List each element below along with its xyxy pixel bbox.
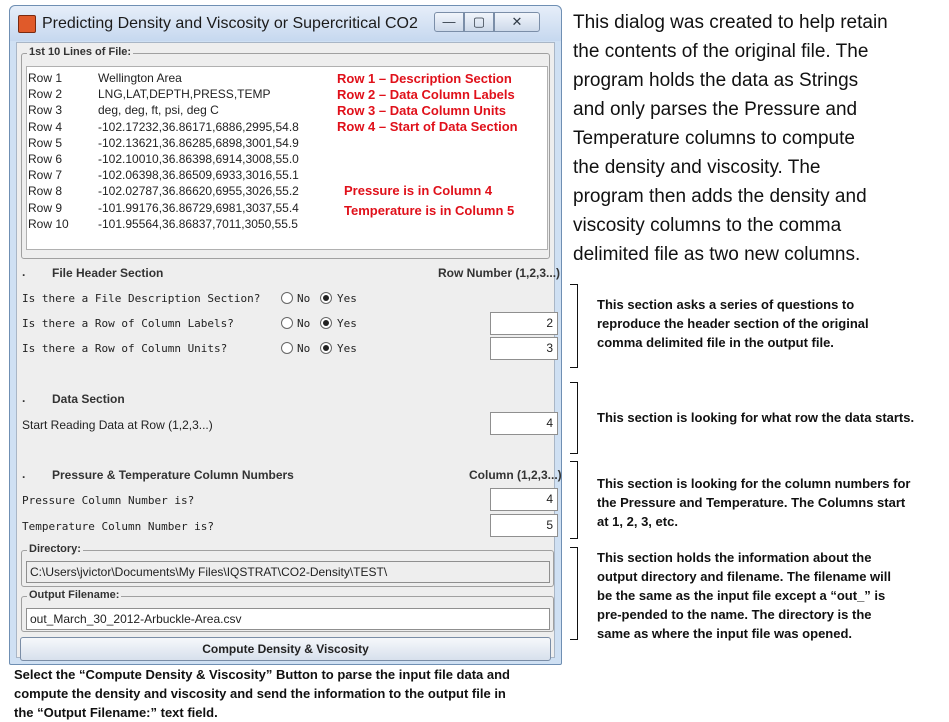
temperature-column-label: Temperature Column Number is? xyxy=(22,520,215,533)
intro-line: This dialog was created to help retain xyxy=(573,12,888,33)
intro-line: program holds the data as Strings xyxy=(573,70,859,91)
output-annotation-line: same as where the input file was opened. xyxy=(597,626,853,641)
intro-line: the contents of the original file. The xyxy=(573,41,869,62)
bottom-annotation-line: Select the “Compute Density & Viscosity” Button to parse the input file data and xyxy=(14,667,510,682)
data-bracket xyxy=(570,382,578,454)
header-annotation-line: reproduce the header section of the original xyxy=(597,316,869,331)
file-row-value: -102.10010,36.86398,6914,3008,55.0 xyxy=(98,152,299,166)
directory-legend: Directory: xyxy=(29,543,81,555)
output-annotation-line: be the same as the input file except a “out_” is xyxy=(597,588,886,603)
file-row-label: Row 7 xyxy=(28,168,63,183)
output-annotation xyxy=(597,548,891,643)
header-section-title: File Header Section xyxy=(52,266,164,280)
header-bracket xyxy=(570,284,578,368)
file-row-label: Row 4 xyxy=(28,119,63,134)
callout-row-1: Row 1 – Description Section xyxy=(337,71,512,86)
header-section-row-number-label: Row Number (1,2,3...) xyxy=(438,266,561,280)
labels-no-radio[interactable] xyxy=(281,317,293,329)
question-description-label: Is there a File Description Section? xyxy=(22,292,261,305)
file-row-label: Row 5 xyxy=(28,135,63,150)
title-bar xyxy=(10,6,561,41)
bottom-annotation xyxy=(14,665,510,722)
file-preview-legend: 1st 10 Lines of File: xyxy=(29,46,132,58)
callout-temperature: Temperature is in Column 5 xyxy=(344,203,515,218)
description-yes-label: Yes xyxy=(337,292,357,305)
data-annotation-line: This section is looking for what row the data starts. xyxy=(597,410,915,425)
file-row-label: Row 6 xyxy=(28,152,63,166)
intro-line: and only parses the Pressure and xyxy=(573,99,858,120)
java-app-icon xyxy=(18,15,36,33)
data-section-dot: . xyxy=(22,391,26,405)
close-button[interactable]: ✕ xyxy=(494,12,540,32)
description-yes-radio[interactable] xyxy=(320,292,332,304)
intro-line: Temperature columns to compute xyxy=(573,128,855,149)
file-row-label: Row 1 xyxy=(28,71,63,85)
output-bracket xyxy=(570,547,578,640)
intro-line: the density and viscosity. The xyxy=(573,157,821,178)
file-row-value: -102.02787,36.86620,6955,3026,55.2 xyxy=(98,184,299,199)
callout-row-4: Row 4 – Start of Data Section xyxy=(337,119,518,134)
output-legend: Output Filename: xyxy=(29,589,120,601)
description-no-radio[interactable] xyxy=(281,292,293,304)
temperature-column-input[interactable]: 5 xyxy=(490,514,558,537)
callout-row-2: Row 2 – Data Column Labels xyxy=(337,87,515,102)
intro-annotation xyxy=(573,8,945,269)
columns-annotation xyxy=(597,474,910,531)
column-section-right-label: Column (1,2,3...) xyxy=(469,468,562,482)
start-row-label: Start Reading Data at Row (1,2,3...) xyxy=(22,418,213,432)
window-title: Predicting Density and Viscosity or Supercritical CO2 xyxy=(42,15,418,32)
columns-annotation-line: at 1, 2, 3, etc. xyxy=(597,514,678,529)
data-annotation xyxy=(597,408,914,427)
output-filename-field[interactable]: out_March_30_2012-Arbuckle-Area.csv xyxy=(26,608,550,630)
pressure-column-label: Pressure Column Number is? xyxy=(22,494,195,507)
dialog-content xyxy=(16,42,562,658)
output-annotation-line: output directory and filename. The filename will xyxy=(597,569,891,584)
header-annotation-line: comma delimited file in the output file. xyxy=(597,335,834,350)
callout-row-3: Row 3 – Data Column Units xyxy=(337,103,507,118)
labels-yes-radio[interactable] xyxy=(320,317,332,329)
column-section-dot: . xyxy=(22,467,26,481)
directory-field[interactable]: C:\Users\jvictor\Documents\My Files\IQSTRAT\CO2-Density\TEST\ xyxy=(26,561,550,583)
columns-bracket xyxy=(570,461,578,539)
output-annotation-line: This section holds the information about the xyxy=(597,550,872,565)
minimize-button[interactable]: — xyxy=(434,12,464,32)
file-row-label: Row 10 xyxy=(28,216,69,231)
units-row-input[interactable]: 3 xyxy=(490,337,558,360)
units-no-label: No xyxy=(297,342,311,355)
file-row-label: Row 8 xyxy=(28,184,63,199)
file-row-value: -102.13621,36.86285,6898,3001,54.9 xyxy=(98,135,299,150)
units-yes-label: Yes xyxy=(337,342,357,355)
description-no-label: No xyxy=(297,292,311,305)
file-row-label: Row 9 xyxy=(28,200,63,215)
data-section-title: Data Section xyxy=(52,392,125,406)
question-labels-label: Is there a Row of Column Labels? xyxy=(22,317,234,330)
file-row-value: -102.17232,36.86171,6886,2995,54.8 xyxy=(98,119,299,134)
columns-annotation-line: This section is looking for the column numbers for xyxy=(597,476,911,491)
pressure-column-input[interactable]: 4 xyxy=(490,488,558,511)
file-row-label: Row 2 xyxy=(28,87,63,102)
intro-line: program then adds the density and xyxy=(573,186,867,207)
file-row-value: -102.06398,36.86509,6933,3016,55.1 xyxy=(98,168,299,183)
labels-yes-label: Yes xyxy=(337,317,357,330)
file-row-value: deg, deg, ft, psi, deg C xyxy=(98,103,219,118)
header-annotation-line: This section asks a series of questions to xyxy=(597,297,855,312)
columns-annotation-line: the Pressure and Temperature. The Columns start xyxy=(597,495,906,510)
start-row-input[interactable]: 4 xyxy=(490,412,558,435)
output-annotation-line: pre-pended to the name. The directory is the xyxy=(597,607,872,622)
question-units-label: Is there a Row of Column Units? xyxy=(22,342,228,355)
intro-line: delimited file as two new columns. xyxy=(573,244,861,265)
column-section-title: Pressure & Temperature Column Numbers xyxy=(52,468,294,482)
file-row-value: -101.99176,36.86729,6981,3037,55.4 xyxy=(98,200,299,215)
labels-row-input[interactable]: 2 xyxy=(490,312,558,335)
bottom-annotation-line: compute the density and viscosity and send the information to the output file in xyxy=(14,686,506,701)
compute-density-viscosity-button[interactable]: Compute Density & Viscosity xyxy=(20,637,551,661)
maximize-button[interactable]: ▢ xyxy=(464,12,494,32)
header-section-dot: . xyxy=(22,265,26,279)
file-row-label: Row 3 xyxy=(28,103,63,118)
bottom-annotation-line: the “Output Filename:” text field. xyxy=(14,705,218,720)
units-yes-radio[interactable] xyxy=(320,342,332,354)
file-row-value: LNG,LAT,DEPTH,PRESS,TEMP xyxy=(98,87,271,102)
callout-pressure: Pressure is in Column 4 xyxy=(344,183,493,198)
labels-no-label: No xyxy=(297,317,311,330)
intro-line: viscosity columns to the comma xyxy=(573,215,842,236)
app-window xyxy=(9,5,562,665)
units-no-radio[interactable] xyxy=(281,342,293,354)
header-annotation xyxy=(597,295,869,352)
file-row-value: Wellington Area xyxy=(98,71,182,85)
file-row-value: -101.95564,36.86837,7011,3050,55.5 xyxy=(98,216,298,231)
